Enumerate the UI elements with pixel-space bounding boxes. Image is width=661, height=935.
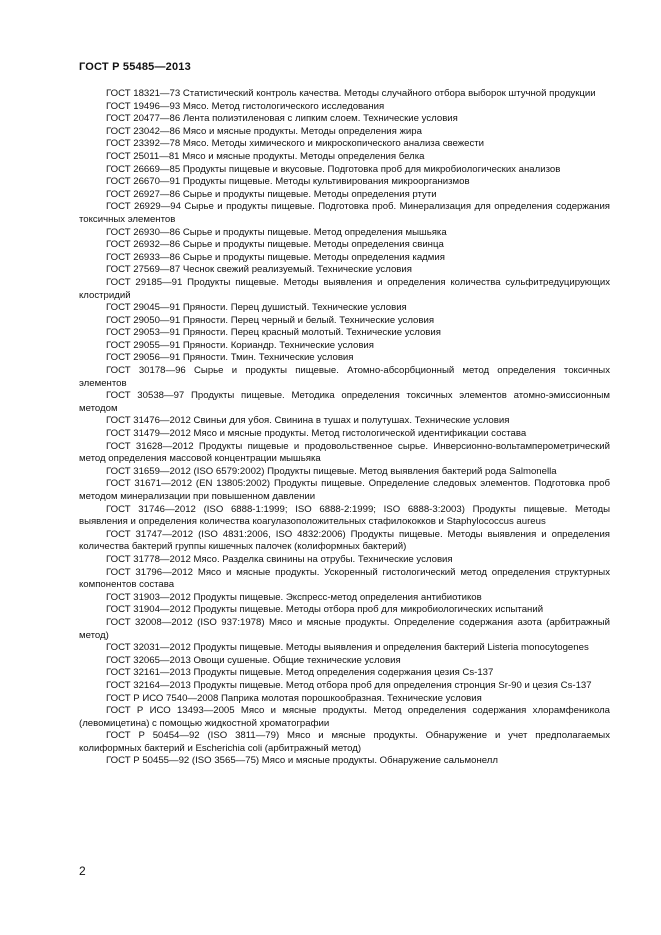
reference-entry: ГОСТ 31476—2012 Свиньи для убоя. Свинина в тушах и полутушах. Технические условия <box>106 415 510 427</box>
reference-entry: ГОСТ 31904—2012 Продукты пищевые. Методы отбора проб для микробиологических испытаний <box>106 604 544 616</box>
reference-entry: ГОСТ 25011—81 Мясо и мясные продукты. Методы определения белка <box>106 150 425 162</box>
reference-entry: ГОСТ 29045—91 Пряности. Перец душистый. Технические условия <box>106 302 407 314</box>
reference-entry: ГОСТ 18321—73 Статистический контроль качества. Методы случайного отбора выборок штучной продукции <box>106 88 596 99</box>
reference-entry: ГОСТ 27569—87 Чеснок свежий реализуемый. Технические условия <box>106 264 412 276</box>
reference-list <box>79 88 610 768</box>
reference-entry: ГОСТ 29053—91 Пряности. Перец красный молотый. Технические условия <box>106 327 441 339</box>
reference-entry: ГОСТ 31747—2012 (ISO 4831:2006, ISO 4832:2006) Продукты пищевые. Методы выявления и определения количества бактерий группы кишечных палочек (колиформных бактерий) <box>79 528 610 553</box>
page-number: 2 <box>79 864 86 878</box>
reference-entry: ГОСТ 26669—85 Продукты пищевые и вкусовые. Подготовка проб для микробиологических анализов <box>106 163 561 175</box>
reference-entry: ГОСТ 32161—2013 Продукты пищевые. Метод определения содержания цезия Cs-137 <box>106 667 494 679</box>
reference-entry: ГОСТ Р ИСО 13493—2005 Мясо и мясные продукты. Метод определения содержания хлорамфеникола (левомицетина) с помощью жидкостной хроматографии <box>79 705 610 729</box>
reference-entry: ГОСТ 31628—2012 Продукты пищевые и продовольственное сырье. Инверсионно-вольтамперометрический метод определения массовой концентрации мышьяка <box>79 440 610 465</box>
reference-entry: ГОСТ 32065—2013 Овощи сушеные. Общие технические условия <box>106 654 401 666</box>
reference-entry: ГОСТ 32031—2012 Продукты пищевые. Методы выявления и определения бактерий Listeria monocytogenes <box>106 642 589 654</box>
reference-entry: ГОСТ 31903—2012 Продукты пищевые. Экспресс-метод определения антибиотиков <box>106 591 482 603</box>
reference-entry: ГОСТ 29185—91 Продукты пищевые. Методы выявления и определения количества сульфитредуцирующих клостридий <box>79 276 610 301</box>
reference-entry: ГОСТ 31659—2012 (ISO 6579:2002) Продукты пищевые. Метод выявления бактерий рода Salmonella <box>106 465 557 477</box>
reference-entry: ГОСТ Р 50454—92 (ISO 3811—79) Мясо и мясные продукты. Обнаружение и учет предполагаемых колиформных бактерий и Escherichia coli (арбитражный метод) <box>79 730 610 754</box>
reference-entry: ГОСТ 26929—94 Сырье и продукты пищевые. Подготовка проб. Минерализация для определения содержания токсичных элементов <box>79 201 610 225</box>
reference-entry: ГОСТ 31778—2012 Мясо. Разделка свинины на отрубы. Технические условия <box>106 553 453 565</box>
reference-entry: ГОСТ 19496—93 Мясо. Метод гистологического исследования <box>106 100 385 112</box>
reference-entry: ГОСТ 20477—86 Лента полиэтиленовая с липким слоем. Технические условия <box>106 113 458 125</box>
reference-entry: ГОСТ 26933—86 Сырье и продукты пищевые. Методы определения кадмия <box>106 251 445 263</box>
reference-entry: ГОСТ 31479—2012 Мясо и мясные продукты. Метод гистологической идентификации состава <box>106 428 527 440</box>
reference-entry: ГОСТ 23392—78 Мясо. Методы химического и микроскопического анализа свежести <box>106 138 485 150</box>
reference-entry: ГОСТ 30538—97 Продукты пищевые. Методика определения токсичных элементов атомно-эмиссионным методом <box>79 390 610 414</box>
reference-entry: ГОСТ 32164—2013 Продукты пищевые. Метод отбора проб для определения стронция Sr-90 и цезия Cs-137 <box>106 679 592 691</box>
document-header: ГОСТ Р 55485—2013 <box>79 61 191 73</box>
reference-entry: ГОСТ 29050—91 Пряности. Перец черный и белый. Технические условия <box>106 314 435 326</box>
reference-entry: ГОСТ 31671—2012 (EN 13805:2002) Продукты пищевые. Определение следовых элементов. Подготовка проб методом минерализации при повышенном давлении <box>79 478 610 502</box>
reference-entry: ГОСТ 31746—2012 (ISO 6888-1:1999; ISO 6888-2:1999; ISO 6888-3:2003) Продукты пищевые. Методы выявления и определения количества коагулазоположительных стафилококков и Staphylococcus aureus <box>79 503 610 528</box>
reference-entry: ГОСТ Р 50455—92 (ISO 3565—75) Мясо и мясные продукты. Обнаружение сальмонелл <box>106 755 498 767</box>
reference-entry: ГОСТ 31796—2012 Мясо и мясные продукты. Ускоренный гистологический метод определения структурных компонентов состава <box>79 566 610 591</box>
reference-entry: ГОСТ 26932—86 Сырье и продукты пищевые. Методы определения свинца <box>106 239 444 251</box>
reference-entry: ГОСТ 23042—86 Мясо и мясные продукты. Методы определения жира <box>106 125 422 137</box>
reference-entry: ГОСТ 29055—91 Пряности. Кориандр. Технические условия <box>106 339 374 351</box>
reference-entry: ГОСТ 26670—91 Продукты пищевые. Методы культивирования микроорганизмов <box>106 176 470 188</box>
reference-entry: ГОСТ 32008—2012 (ISO 937:1978) Мясо и мясные продукты. Определение содержания азота (арбитражный метод) <box>79 616 610 641</box>
reference-entry: ГОСТ 30178—96 Сырье и продукты пищевые. Атомно-абсорбционный метод определения токсичных элементов <box>79 365 610 389</box>
reference-entry: ГОСТ 26930—86 Сырье и продукты пищевые. Метод определения мышьяка <box>106 226 447 238</box>
reference-entry: ГОСТ 29056—91 Пряности. Тмин. Технические условия <box>106 352 354 364</box>
reference-entry: ГОСТ Р ИСО 7540—2008 Паприка молотая порошкообразная. Технические условия <box>106 692 482 704</box>
reference-entry: ГОСТ 26927—86 Сырье и продукты пищевые. Методы определения ртути <box>106 188 437 200</box>
